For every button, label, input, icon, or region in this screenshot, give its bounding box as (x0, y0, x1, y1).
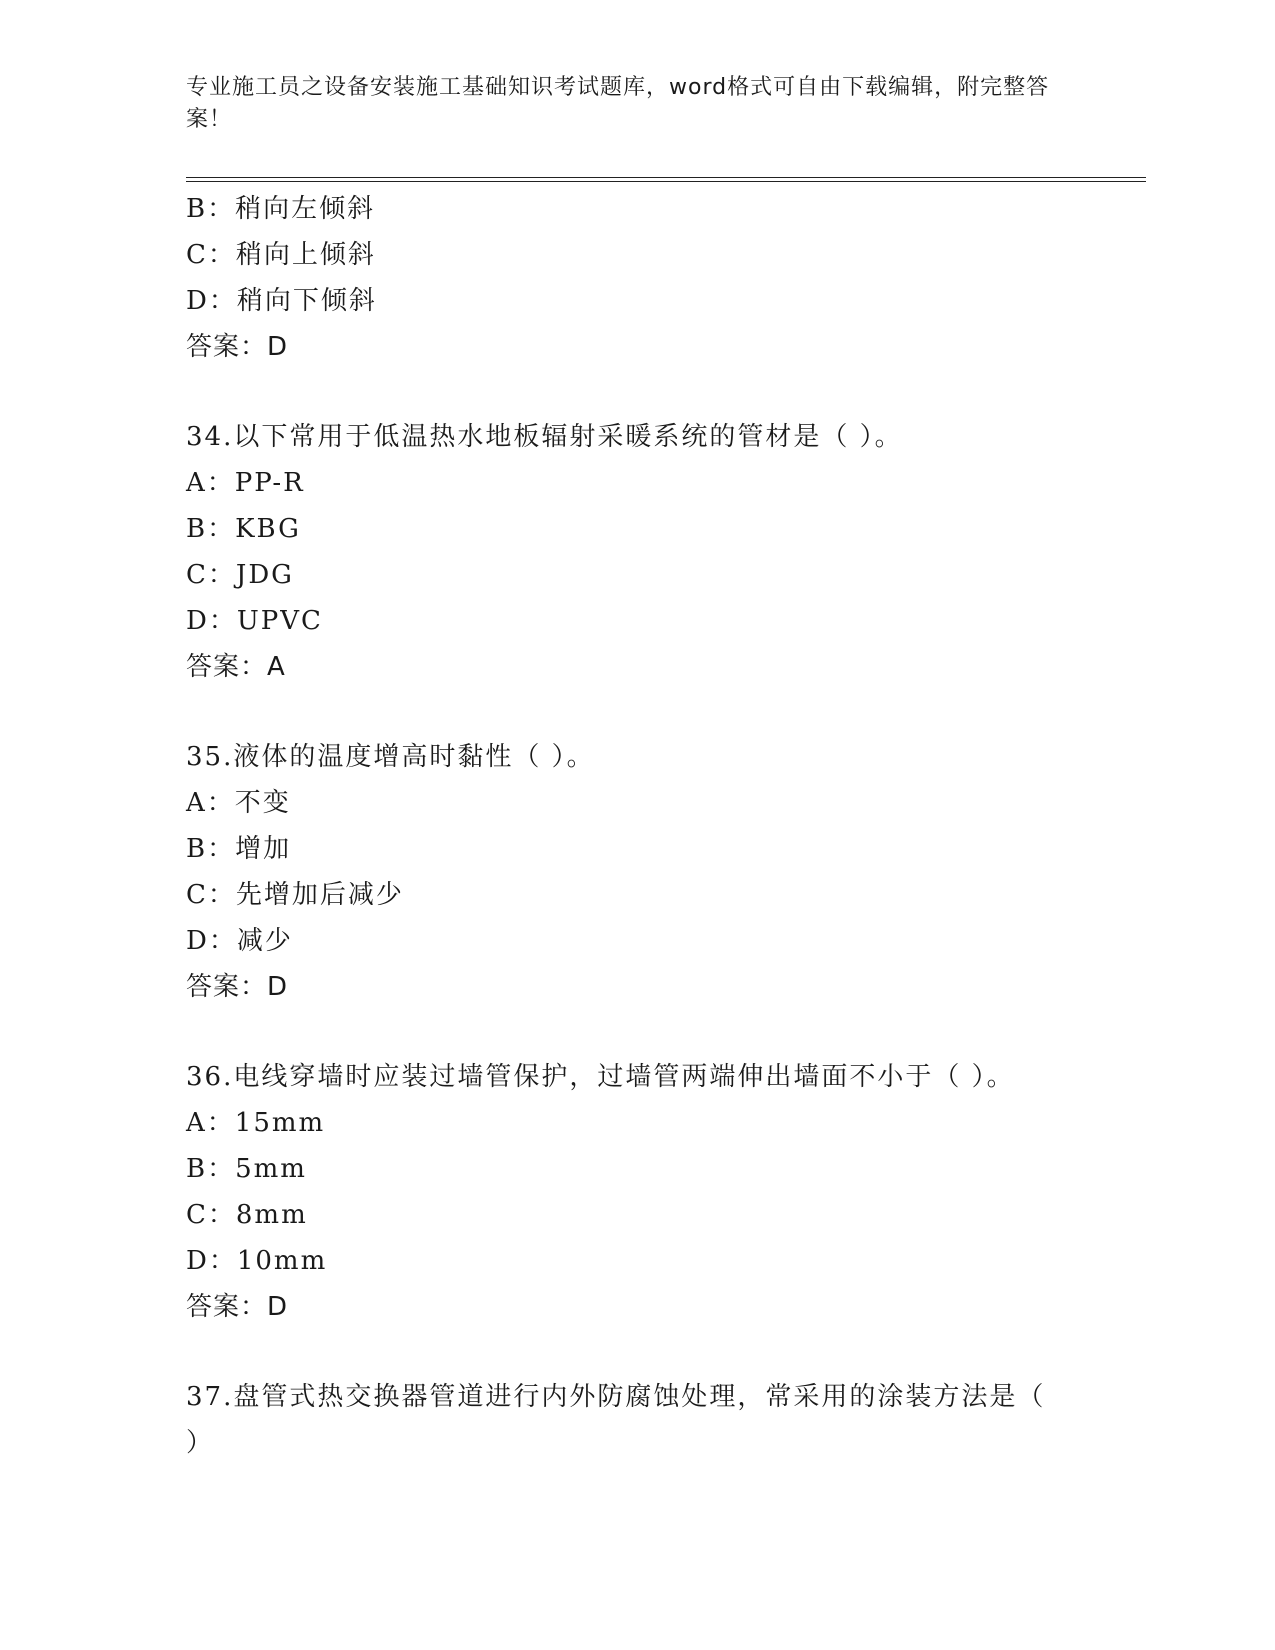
option-c: C：稍向上倾斜 (186, 240, 376, 270)
option-b: B：KBG (186, 514, 301, 544)
option-a: A：PP-R (186, 468, 305, 498)
option-c: C：JDG (186, 560, 294, 590)
question-37 (186, 1374, 1146, 1466)
answer: 答案：A (186, 652, 286, 682)
answer: 答案：D (186, 972, 289, 1002)
option-b: B：稍向左倾斜 (186, 194, 376, 224)
option-a: A：不变 (186, 788, 291, 818)
option-d: D：减少 (186, 926, 293, 956)
question-text: 36.电线穿墙时应装过墙管保护，过墙管两端伸出墙面不小于（ ）。 (186, 1062, 1015, 1092)
answer: 答案：D (186, 332, 289, 362)
question-text: 37.盘管式热交换器管道进行内外防腐蚀处理，常采用的涂装方法是（ ） (186, 1382, 1046, 1458)
question-34 (186, 414, 1146, 690)
question-36 (186, 1054, 1146, 1330)
option-d: D：稍向下倾斜 (186, 286, 377, 316)
option-c: C：8mm (186, 1200, 308, 1230)
option-c: C：先增加后减少 (186, 880, 404, 910)
header-divider (186, 177, 1146, 182)
question-text: 35.液体的温度增高时黏性（ ）。 (186, 742, 595, 772)
option-b: B：5mm (186, 1154, 307, 1184)
option-d: D：UPVC (186, 606, 323, 636)
question-35 (186, 734, 1146, 1010)
question-text: 34.以下常用于低温热水地板辐射采暖系统的管材是（ ）。 (186, 422, 903, 452)
question-list (186, 186, 1146, 1466)
question-33-continuation (186, 186, 1146, 370)
document-header (186, 72, 1066, 136)
answer: 答案：D (186, 1292, 289, 1322)
option-a: A：15mm (186, 1108, 326, 1138)
option-d: D：10mm (186, 1246, 328, 1276)
option-b: B：增加 (186, 834, 292, 864)
header-title: 专业施工员之设备安装施工基础知识考试题库，word格式可自由下载编辑，附完整答案！ (186, 75, 1050, 132)
